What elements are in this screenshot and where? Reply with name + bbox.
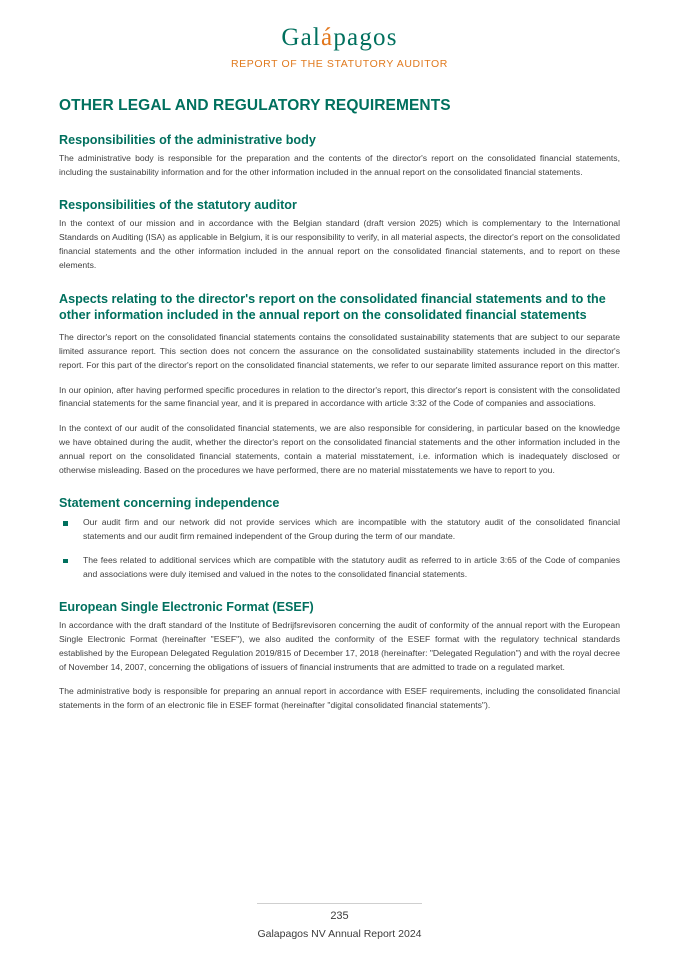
logo-text-part1: Gal: [281, 24, 322, 51]
paragraph-aspects-1: The director's report on the consolidated financial statements contains the consolidated sustainability statements that are subject to our separate limited assurance report. This section does not concern the assurance on the consolidated sustainability statements included in the director's report. For this part of the director's report on the consolidated financial statements, we refer to our separate limited assurance report on this matter.: [59, 331, 620, 370]
company-logo: [59, 24, 620, 52]
logo-accent-char: á: [321, 24, 334, 51]
brand-header: [59, 0, 620, 70]
independence-bullet-list: [59, 516, 620, 582]
heading-esef: European Single Electronic Format (ESEF): [59, 599, 314, 614]
document-subtitle: REPORT OF THE STATUTORY AUDITOR: [231, 58, 448, 70]
heading-responsibilities-administrative-body: Responsibilities of the administrative body: [59, 133, 316, 147]
logo-text-part2: pagos: [333, 24, 398, 51]
page-footer: [59, 903, 620, 940]
bullet-square-icon: [63, 559, 68, 564]
bullet-square-icon: [63, 521, 68, 526]
paragraph-aspects-2: In our opinion, after having performed specific procedures in relation to the director's report, this director's report is consistent with the consolidated financial statements for the same financial year, and it is prepared in accordance with article 3:32 of the Code of companies and associations.: [59, 384, 620, 409]
list-item-text: Our audit firm and our network did not provide services which are incompatible with the statutory audit of the consolidated financial statements and our audit firm remained independent of the Group during the term of our mandate.: [83, 517, 620, 541]
heading-responsibilities-statutory-auditor: Responsibilities of the statutory auditor: [59, 197, 297, 212]
paragraph-statutory-auditor: In the context of our mission and in accordance with the Belgian standard (draft version 2025) which is complementary to the International Standards on Auditing (ISA) as applicable in Belgium, it is our responsibility to verify, in all material aspects, the director's report on the consolidated financial statements and the other information included in the annual report on the consolidated financial statements, and to report on these elements.: [59, 217, 620, 270]
paragraph-esef-2: The administrative body is responsible for preparing an annual report in accordance with ESEF requirements, including the consolidated financial statements in the form of an electronic file in ESEF format (hereinafter "digital consolidated financial statements").: [59, 686, 620, 711]
list-item: [59, 516, 620, 544]
heading-statement-independence: Statement concerning independence: [59, 496, 280, 511]
list-item-text: The fees related to additional services which are compatible with the statutory audit as referred to in article 3:65 of the Code of companies and associations were duly itemised and valued in the notes to the consolidated financial statements.: [83, 554, 620, 579]
footer-divider: [257, 903, 422, 904]
page-title: OTHER LEGAL AND REGULATORY REQUIREMENTS: [59, 97, 451, 114]
list-item: [59, 554, 620, 582]
heading-aspects-directors-report: Aspects relating to the director's report on the consolidated financial statements and to the other information included in the annual report on the consolidated financial statements: [59, 291, 606, 323]
footer-text: Galapagos NV Annual Report 2024: [257, 928, 422, 940]
paragraph-aspects-3: In the context of our audit of the consolidated financial statements, we are also responsible for considering, in particular based on the knowledge we have obtained during the audit, whether the director's report on the consolidated financial statements and the other information included in the annual report on the consolidated financial statements, contain a material misstatement, i.e. information which is inadequately disclosed or otherwise misleading. Based on the procedures we have performed, there are no material misstatements we have to report to you.: [59, 423, 620, 476]
page-number: 235: [330, 910, 349, 922]
paragraph-esef-1: In accordance with the draft standard of the Institute of Bedrijfsrevisoren concerning the audit of conformity of the annual report with the European Single Electronic Format (hereinafter "ESEF"), we also audited the conformity of the ESEF format with the regulatory technical standards established by the European Delegated Regulation 2019/815 of December 17, 2018 (hereinafter: "Delegated Regulation") and with the royal decree of November 14, 2007, concerning the obligations of issuers of financial instruments that are admitted to trade on a regulated market.: [59, 619, 620, 672]
paragraph-administrative-body: The administrative body is responsible for the preparation and the contents of the director's report on the consolidated financial statements, including the sustainability information and for the other information included in the annual report on the consolidated financial statements.: [59, 153, 620, 177]
